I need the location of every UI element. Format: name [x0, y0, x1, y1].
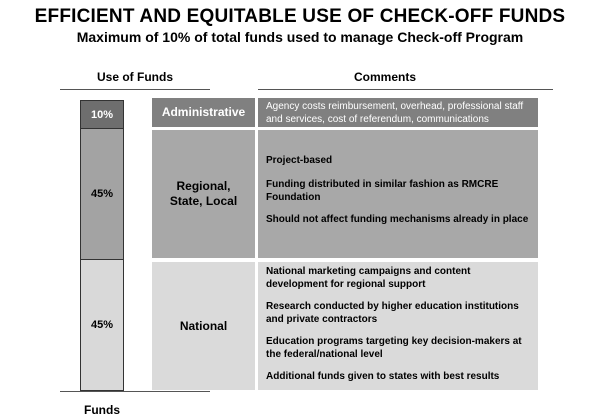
row-comments-administrative [258, 98, 538, 127]
bar-footer-label: Funds [84, 403, 120, 417]
column-header-use-of-funds: Use of Funds [96, 70, 173, 84]
comment-item: Funding distributed in similar fashion as RMCRE Foundation [266, 179, 499, 203]
page-title: EFFICIENT AND EQUITABLE USE OF CHECK-OFF FUNDS [34, 6, 566, 27]
row-label-text: Administrative [161, 105, 246, 119]
bar-segment-percent: 45% [90, 188, 114, 200]
comment-item: National marketing campaigns and content development for regional support [266, 266, 471, 290]
row-comments-national [258, 262, 538, 390]
row-label-text: National [179, 318, 228, 333]
row-comments-regional [258, 130, 538, 258]
row-label-national [152, 262, 255, 390]
page-subtitle: Maximum of 10% of total funds used to manage Check-off Program [76, 29, 524, 45]
comment-item: Should not affect funding mechanisms already in place [266, 214, 529, 225]
row-label-text: Regional, State, Local [169, 179, 238, 208]
comment-item: Additional funds given to states with best results [266, 371, 500, 382]
row-label-regional [152, 130, 255, 258]
comment-item: Research conducted by higher education institutions and private contractors [266, 301, 519, 325]
column-header-comments: Comments [353, 70, 416, 84]
header-divider-left [60, 89, 210, 90]
bar-segment-percent: 45% [90, 319, 114, 331]
comment-item: Agency costs reimbursement, overhead, professional staff and services, cost of referendum, communications [266, 101, 524, 125]
comment-item: Project-based [266, 155, 333, 166]
bar-segment-national [80, 259, 124, 391]
comment-item: Education programs targeting key decision-makers at the federal/national level [266, 336, 522, 360]
bar-segment-regional [80, 128, 124, 260]
bar-segment-administrative [80, 100, 124, 129]
bar-segment-percent: 10% [90, 108, 114, 121]
row-label-administrative [152, 98, 255, 127]
header-divider-right [258, 89, 553, 90]
bottom-divider [60, 391, 210, 392]
